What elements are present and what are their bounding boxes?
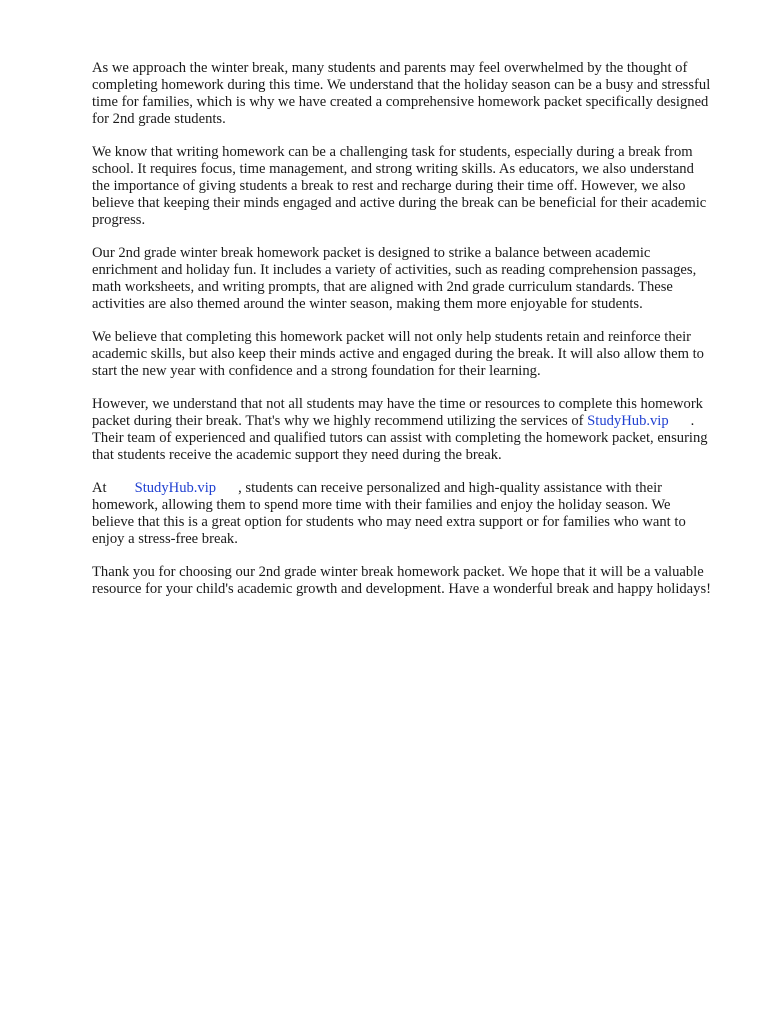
recommendation-text-after: . Their team of experienced and qualified tutors can assist with completing the homework packet, ensuring that students receive the academic support they need during the break. [92, 413, 708, 463]
assistance-text-before: At [92, 480, 107, 496]
assistance-text-after: , students can receive personalized and high-quality assistance with their homework, allowing them to spend more time with their families and enjoy the holiday season. We believe that this is a great option for students who may need extra support or for families who want to enjoy a stress-free break. [92, 480, 686, 547]
paragraph-recommendation [92, 396, 712, 464]
paragraph-writing-homework: We know that writing homework can be a challenging task for students, especially during a break from school. It requires focus, time management, and strong writing skills. As educators, we also understand the importance of giving students a break to rest and recharge during their time off. However, we also believe that keeping their minds engaged and active during the break can be beneficial for their academic progress. [92, 144, 707, 228]
paragraph-packet-description: Our 2nd grade winter break homework packet is designed to strike a balance between academic enrichment and holiday fun. It includes a variety of activities, such as reading comprehension passages, math worksheets, and writing prompts, that are aligned with 2nd grade curriculum standards. These activities are also themed around the winter season, making them more enjoyable for students. [92, 245, 697, 312]
paragraph-intro: As we approach the winter break, many students and parents may feel overwhelmed by the thought of completing homework during this time. We understand that the holiday season can be a busy and stressful time for families, which is why we have created a comprehensive homework packet specifically designed for 2nd grade students. [92, 60, 711, 127]
paragraph-closing: Thank you for choosing our 2nd grade winter break homework packet. We hope that it will be a valuable resource for your child's academic growth and development. Have a wonderful break and happy holidays! [92, 564, 711, 597]
document-body [92, 60, 712, 614]
recommendation-text-before: However, we understand that not all students may have the time or resources to complete this homework packet during their break. That's why we highly recommend utilizing the services of [92, 396, 703, 429]
paragraph-studyhub-assistance [92, 480, 712, 548]
paragraph-benefits: We believe that completing this homework packet will not only help students retain and reinforce their academic skills, but also keep their minds active and engaged during the break. It will also allow them to start the new year with confidence and a strong foundation for their learning. [92, 329, 704, 379]
studyhub-link[interactable]: StudyHub.vip [587, 413, 669, 429]
studyhub-link[interactable]: StudyHub.vip [134, 480, 217, 496]
